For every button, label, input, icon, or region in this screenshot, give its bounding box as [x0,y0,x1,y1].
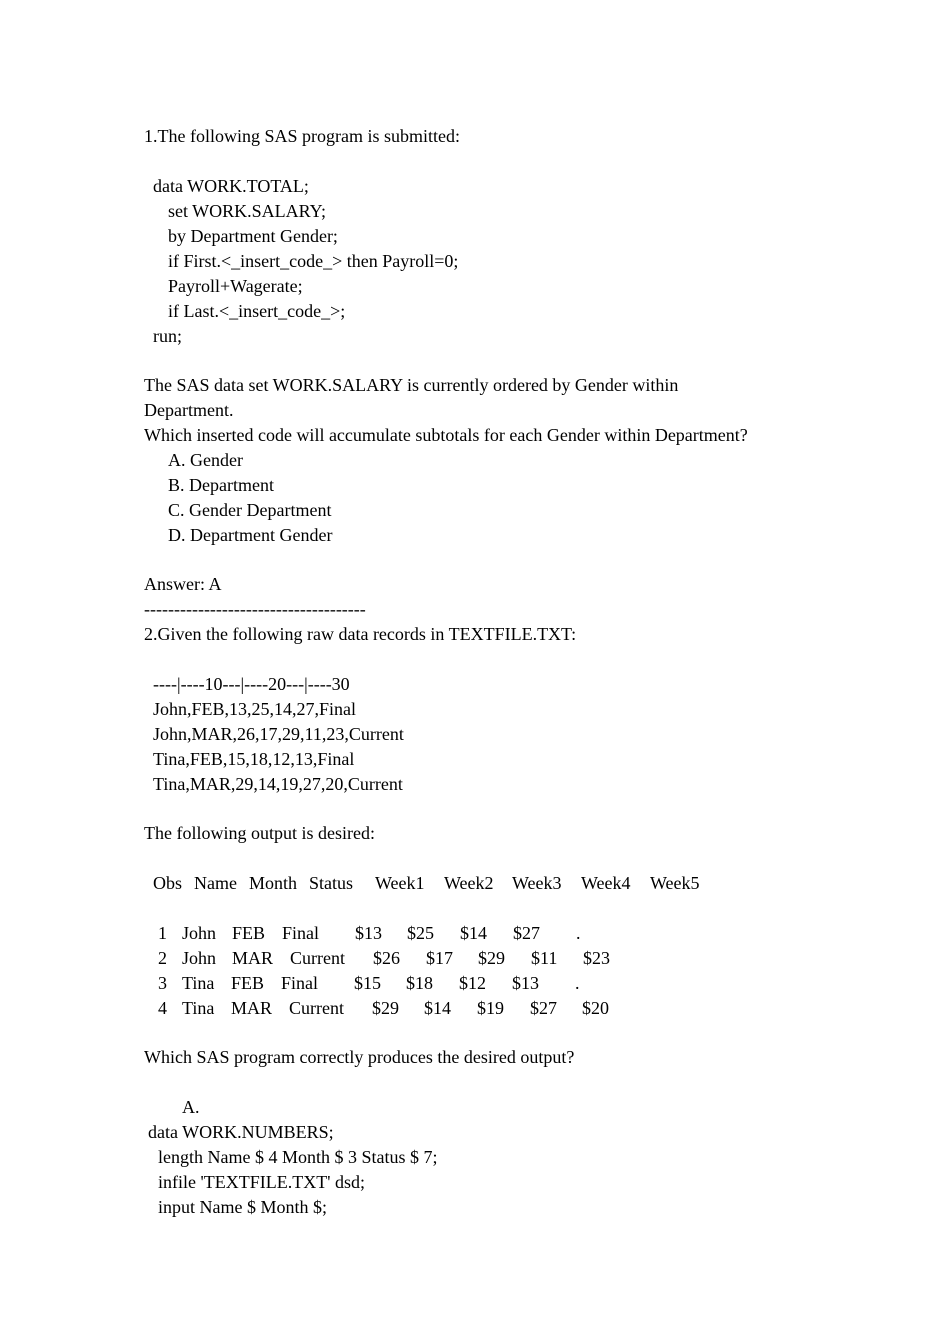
table-cell: Current [290,948,345,968]
table-cell: $15 [354,973,381,993]
table-cell: $13 [512,973,539,993]
table-cell: $14 [460,923,487,943]
q2-option-a-code-line: data WORK.NUMBERS; [148,1122,334,1142]
table-cell: MAR [232,948,274,968]
q1-code-line: if Last.<_insert_code_>; [168,301,346,321]
q2-raw-data-line: Tina,FEB,15,18,12,13,Final [153,749,355,769]
table-cell: Tina [182,973,215,993]
q2-prompt: 2.Given the following raw data records in TEXTFILE.TXT: [144,624,577,644]
table-cell: $18 [406,973,433,993]
q2-output-intro: The following output is desired: [144,823,375,843]
q1-option-b: B. Department [168,475,274,495]
table-cell: $19 [477,998,504,1018]
table-cell: Final [282,923,320,943]
table-cell: $12 [459,973,486,993]
table-cell: 1 [158,923,167,943]
q2-option-a-code-line: input Name $ Month $; [158,1197,327,1217]
table-cell: $26 [373,948,400,968]
table-cell: $17 [426,948,453,968]
q1-description-line: Which inserted code will accumulate subtotals for each Gender within Department? [144,425,748,445]
q2-raw-data-line: Tina,MAR,29,14,19,27,20,Current [153,774,403,794]
table-cell: 4 [158,998,167,1018]
table-header-status: Status [309,873,354,893]
table-header-week2: Week2 [444,873,494,893]
q1-description-line: The SAS data set WORK.SALARY is currently ordered by Gender within [144,375,679,395]
table-cell: $20 [582,998,609,1018]
q2-raw-data-line: John,MAR,26,17,29,11,23,Current [153,724,404,744]
q1-code-line: run; [153,326,182,346]
q1-option-d: D. Department Gender [168,525,333,545]
q1-prompt: 1.The following SAS program is submitted: [144,126,460,146]
q1-code-line: set WORK.SALARY; [168,201,327,221]
table-cell: . [575,973,580,993]
q1-code-line: Payroll+Wagerate; [168,276,303,296]
table-header-obs: Obs [153,873,183,893]
q1-code-line: by Department Gender; [168,226,338,246]
separator: ------------------------------------- [144,599,366,619]
q1-description-line: Department. [144,400,234,420]
table-cell: 2 [158,948,167,968]
table-header-week4: Week4 [581,873,631,893]
q1-code-line: data WORK.TOTAL; [153,176,309,196]
table-cell: $27 [530,998,557,1018]
table-cell: John [182,948,217,968]
table-header-month: Month [249,873,298,893]
table-cell: $29 [478,948,505,968]
table-cell: $13 [355,923,382,943]
table-header-week5: Week5 [650,873,700,893]
q2-option-a-code-line: length Name $ 4 Month $ 3 Status $ 7; [158,1147,438,1167]
q2-option-a-label: A. [182,1097,200,1117]
q1-option-c: C. Gender Department [168,500,332,520]
table-cell: Current [289,998,344,1018]
q1-option-a: A. Gender [168,450,243,470]
q2-raw-data-ruler: ----|----10---|----20---|----30 [153,674,350,694]
table-cell: $14 [424,998,451,1018]
table-header-week3: Week3 [512,873,562,893]
table-cell: $27 [513,923,540,943]
table-cell: Final [281,973,319,993]
table-cell: John [182,923,217,943]
q1-code-line: if First.<_insert_code_> then Payroll=0; [168,251,459,271]
table-header-name: Name [194,873,237,893]
table-cell: $29 [372,998,399,1018]
table-cell: 3 [158,973,167,993]
q1-answer: Answer: A [144,574,222,594]
table-cell: MAR [231,998,273,1018]
table-cell: FEB [231,973,265,993]
table-cell: $11 [531,948,558,968]
table-cell: $23 [583,948,610,968]
table-cell: $25 [407,923,434,943]
table-header-week1: Week1 [375,873,425,893]
q2-question: Which SAS program correctly produces the desired output? [144,1047,575,1067]
q2-option-a-code-line: infile 'TEXTFILE.TXT' dsd; [158,1172,365,1192]
q2-raw-data-line: John,FEB,13,25,14,27,Final [153,699,357,719]
table-cell: . [576,923,581,943]
table-cell: Tina [182,998,215,1018]
table-cell: FEB [232,923,266,943]
